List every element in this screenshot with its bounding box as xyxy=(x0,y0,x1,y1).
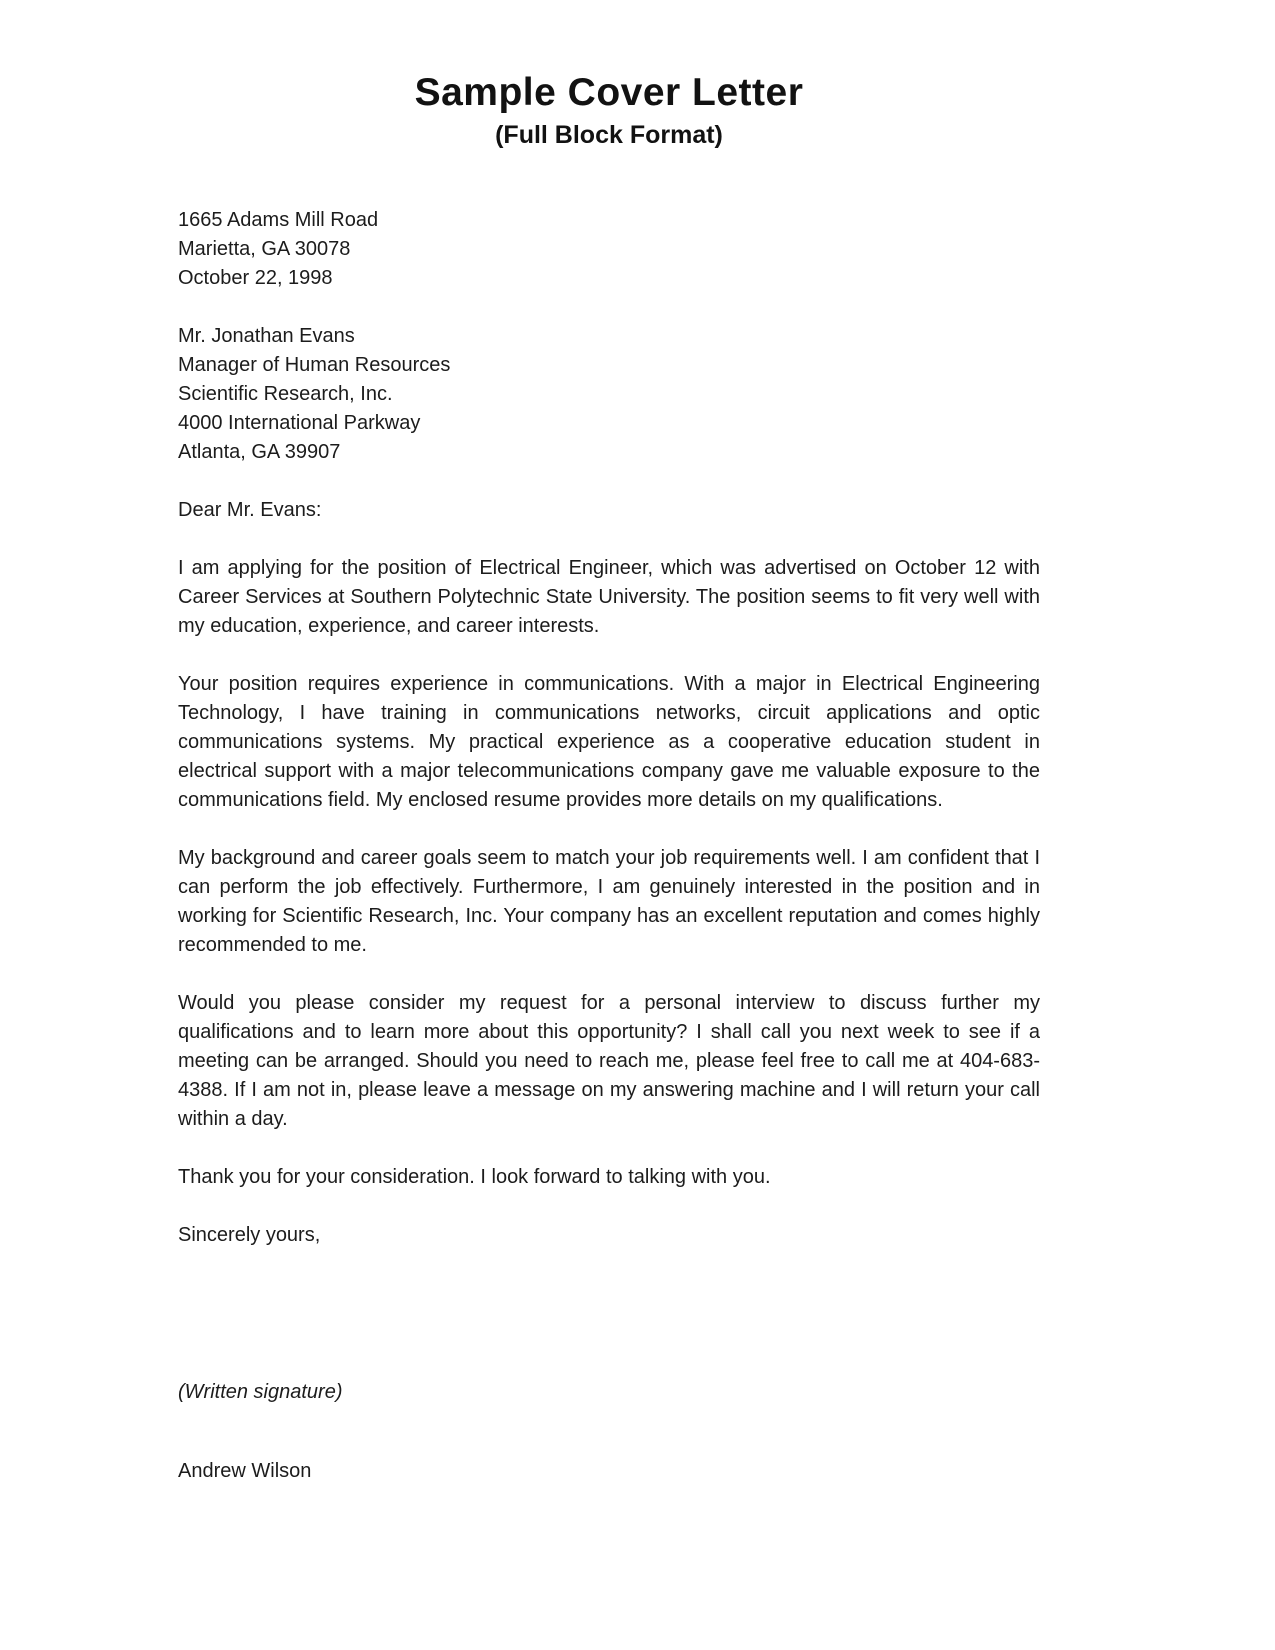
salutation-line: Dear Mr. Evans: xyxy=(178,498,322,521)
letter-date: October 22, 1998 xyxy=(178,266,333,289)
recipient-city: Atlanta, GA 39907 xyxy=(178,440,341,463)
body-paragraph: Your position requires experience in communications. With a major in Electrical Engineering Technology, I have training in communications networks, circuit applications and optic communications systems. My practical experience as a cooperative education student in electrical support with a major telecommunications company gave me valuable exposure to the communications field. My enclosed resume provides more details on my qualifications. xyxy=(178,672,1040,811)
letter-header xyxy=(178,72,1040,150)
recipient-address-block xyxy=(178,322,1040,467)
letter-subtitle: (Full Block Format) xyxy=(495,120,723,149)
recipient-title: Manager of Human Resources xyxy=(178,353,451,376)
recipient-name: Mr. Jonathan Evans xyxy=(178,324,355,347)
body-paragraph: I am applying for the position of Electrical Engineer, which was advertised on October 12 with Career Services at Southern Polytechnic State University. The position seems to fit very well with my education, experience, and career interests. xyxy=(178,556,1040,637)
sender-address-block xyxy=(178,206,1040,293)
body-paragraph: My background and career goals seem to match your job requirements well. I am confident that I can perform the job effectively. Furthermore, I am genuinely interested in the position and in working for Scientific Research, Inc. Your company has an excellent reputation and comes highly recommended to me. xyxy=(178,846,1040,956)
body-paragraph: Thank you for your consideration. I look forward to talking with you. xyxy=(178,1165,771,1188)
signature-placeholder: (Written signature) xyxy=(178,1380,343,1403)
sender-address-line: Marietta, GA 30078 xyxy=(178,237,351,260)
salutation xyxy=(178,496,1040,525)
letter-title: Sample Cover Letter xyxy=(414,71,804,114)
recipient-company: Scientific Research, Inc. xyxy=(178,382,393,405)
signature-name: Andrew Wilson xyxy=(178,1459,312,1482)
sender-address-line: 1665 Adams Mill Road xyxy=(178,208,379,231)
letter-content xyxy=(178,72,1040,1486)
body-paragraph: Would you please consider my request for a personal interview to discuss further my qualifications and to learn more about this opportunity? I shall call you next week to see if a meeting can be arranged. Should you need to reach me, please feel free to call me at 404-683-4388. If I am not in, please leave a message on my answering machine and I will return your call within a day. xyxy=(178,991,1040,1130)
closing-line: Sincerely yours, xyxy=(178,1223,321,1246)
recipient-street: 4000 International Parkway xyxy=(178,411,421,434)
